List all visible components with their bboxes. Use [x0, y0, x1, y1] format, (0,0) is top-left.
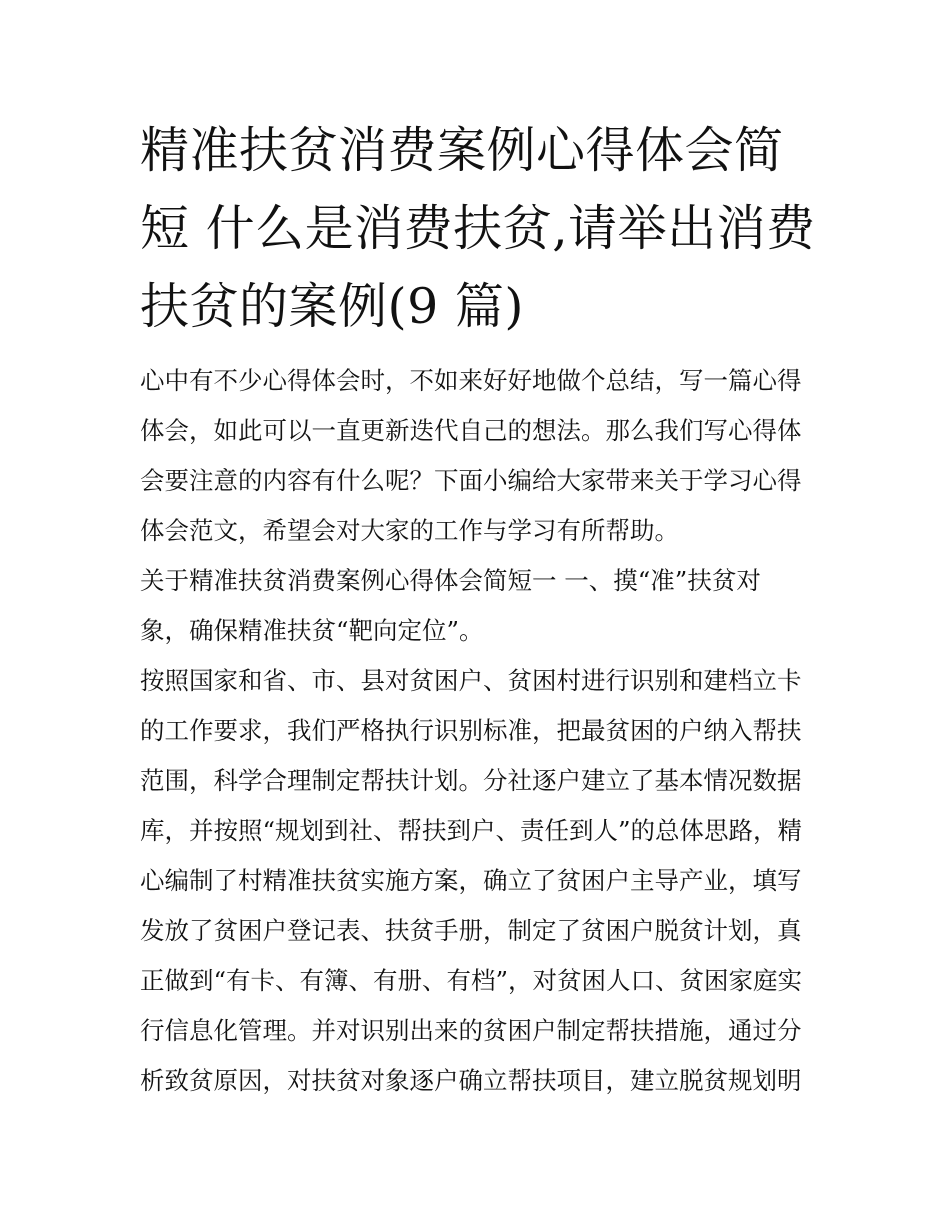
- text-line: 会要注意的内容有什么呢？下面小编给大家带来关于学习心得: [140, 466, 802, 495]
- text-line: 正做到“有卡、有簿、有册、有档”，对贫困人口、贫困家庭实: [140, 966, 803, 995]
- document-title: [140, 112, 816, 346]
- text-line: 行信息化管理。并对识别出来的贫困户制定帮扶措施，通过分: [140, 1016, 802, 1045]
- text-line: 心中有不少心得体会时，不如来好好地做个总结，写一篇心得: [140, 366, 802, 395]
- text-line: 范围，科学合理制定帮扶计划。分社逐户建立了基本情况数据: [140, 766, 802, 795]
- title-line: 短 什么是消费扶贫,请举出消费: [140, 200, 816, 257]
- text-line: 析致贫原因，对扶贫对象逐户确立帮扶项目，建立脱贫规划明: [140, 1066, 802, 1095]
- document-page: [140, 112, 816, 1106]
- paragraph-section-heading: [140, 556, 812, 656]
- text-line: 体会范文，希望会对大家的工作与学习有所帮助。: [140, 516, 679, 545]
- text-line: 按照国家和省、市、县对贫困户、贫困村进行识别和建档立卡: [140, 666, 802, 695]
- paragraph-intro: [140, 356, 812, 556]
- text-line: 体会，如此可以一直更新迭代自己的想法。那么我们写心得体: [140, 416, 802, 445]
- text-line: 发放了贫困户登记表、扶贫手册，制定了贫困户脱贫计划，真: [140, 916, 802, 945]
- text-line: 关于精准扶贫消费案例心得体会简短一 一、摸“准”扶贫对: [140, 566, 761, 595]
- title-line: 扶贫的案例(9 篇): [140, 278, 524, 335]
- text-line: 的工作要求，我们严格执行识别标准，把最贫困的户纳入帮扶: [140, 716, 802, 745]
- title-line: 精准扶贫消费案例心得体会简: [140, 122, 784, 179]
- text-line: 象，确保精准扶贫“靶向定位”。: [140, 616, 484, 645]
- text-line: 库，并按照“规划到社、帮扶到户、责任到人”的总体思路，精: [140, 816, 803, 845]
- paragraph-body: [140, 656, 812, 1106]
- text-line: 心编制了村精准扶贫实施方案，确立了贫困户主导产业，填写: [140, 866, 802, 895]
